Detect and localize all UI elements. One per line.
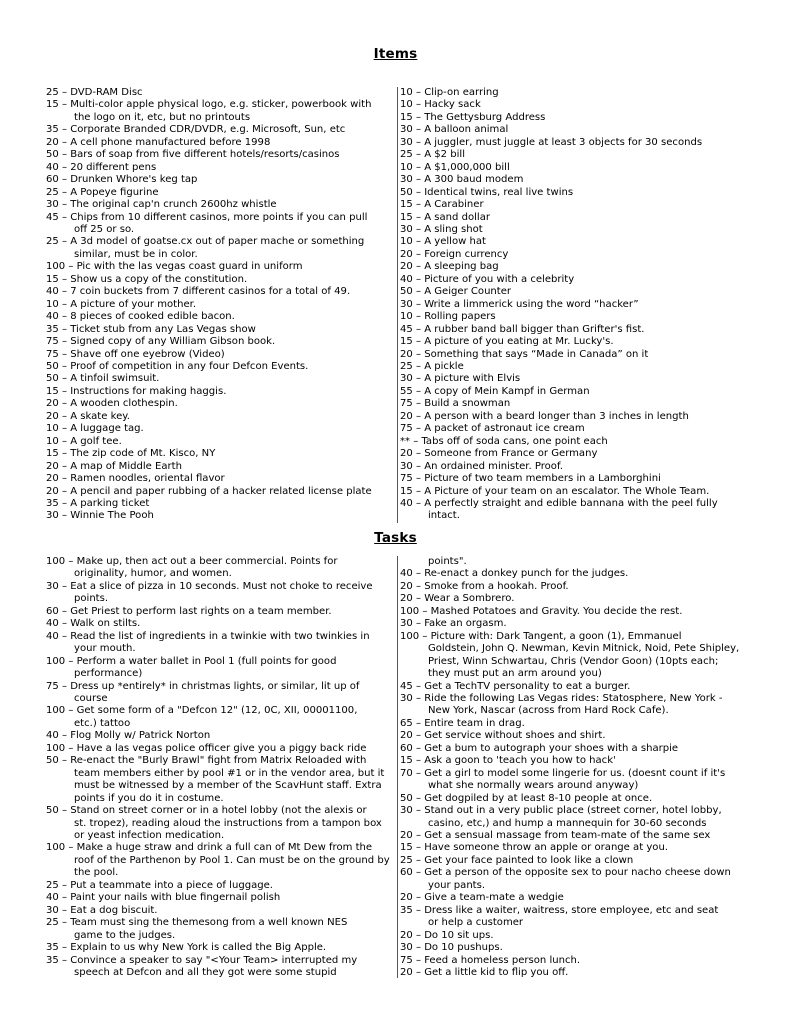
list-item [46,274,392,286]
list-item-text: 30 – Write a limmerick using the word “hacker” [400,298,639,310]
list-item [398,336,743,348]
list-item-text: 30 – The original cap'n crunch 2600hz whistle [46,199,277,211]
list-item-text: 50 – Get dogpiled by at least 8-10 people at once. [400,792,653,804]
list-item [398,793,743,805]
list-item-text: 40 – Re-enact a donkey punch for the judges. [400,568,629,580]
list-item [398,556,743,568]
list-item-text: 55 – A copy of Mein Kampf in German [400,385,590,397]
list-item [46,137,392,149]
list-item-text: 30 – An ordained minister. Proof. [400,460,563,472]
list-item [46,286,392,298]
list-item-text: 25 – Get your face painted to look like a clown [400,854,634,866]
list-item [46,336,392,348]
list-item-text: 20 – A pencil and paper rubbing of a hacker related license plate [46,485,372,497]
list-item-text: 30 – A picture with Elvis [400,373,521,385]
list-item [398,274,743,286]
list-item [398,448,743,460]
list-item-text: 75 – Build a snowman [400,398,511,410]
list-item-text: 35 – Explain to us why New York is called the Big Apple. [46,942,327,954]
list-item [398,486,743,498]
list-item [398,174,743,186]
list-item-continuation: performance) [74,668,143,680]
list-item-text: 100 – Get some form of a "Defcon 12" (12, 0C, XII, 00001100, [46,705,358,717]
list-item-text: 25 – Team must sing the themesong from a well known NES [46,917,348,929]
list-item-text: 20 – Foreign currency [400,248,509,260]
list-item [46,212,392,237]
list-item [398,224,743,236]
list-item [46,162,392,174]
list-item [398,261,743,273]
list-item [398,718,743,730]
list-item [46,99,392,124]
list-item-text: 20 – Smoke from a hookah. Proof. [400,580,569,592]
list-item-text: 15 – Multi-color apple physical logo, e.g. sticker, powerbook with [46,99,372,111]
list-item [398,199,743,211]
list-item-continuation: st. tropez), reading aloud the instructions from a tampon box or yeast infection medication. [74,817,382,841]
list-item [398,842,743,854]
list-item [398,162,743,174]
list-item-continuation: the logo on it, etc, but no printouts [74,111,251,123]
list-item-continuation: intact. [428,510,460,522]
list-item [46,448,392,460]
list-item-text: 15 – A sand dollar [400,211,490,223]
list-item-text: 30 – Stand out in a very public place (street corner, hotel lobby, [400,805,722,817]
list-item-text: 75 – Signed copy of any William Gibson book. [46,336,276,348]
list-item [46,618,392,630]
list-item [46,386,392,398]
list-item-text: 70 – Get a girl to model some lingerie for us. (doesnt count if it's [400,767,726,779]
list-item-text: 45 – Chips from 10 different casinos, more points if you can pull [46,211,368,223]
list-item-continuation: New York, Nascar (across from Hard Rock Cafe). [428,705,669,717]
list-item [46,349,392,361]
list-item [398,606,743,618]
list-item-continuation: roof of the Parthenon by Pool 1. Can must be on the ground by the pool. [74,854,390,879]
list-item-text: 50 – A tinfoil swimsuit. [46,373,160,385]
list-item-text: 100 – Perform a water ballet in Pool 1 (full points for good [46,655,337,667]
list-item-text: 30 – A sling shot [400,223,483,235]
list-item-text: 30 – Winnie The Pooh [46,510,154,522]
list-item-text: 15 – A Picture of your team on an escalator. The Whole Team. [400,485,710,497]
list-item [46,656,392,681]
list-item-text: 35 – Ticket stub from any Las Vegas show [46,323,256,335]
list-item-text: 50 – Identical twins, real live twins [400,186,574,198]
list-item [398,411,743,423]
list-item [46,892,392,904]
list-item [398,581,743,593]
list-item [46,87,392,99]
list-item [398,930,743,942]
list-item-continuation: your mouth. [74,643,136,655]
list-item-text: 20 – A map of Middle Earth [46,460,182,472]
list-item-text: 40 – Flog Molly w/ Patrick Norton [46,730,211,742]
list-item-text: 10 – A luggage tag. [46,423,144,435]
list-item-text: 25 – A pickle [400,360,464,372]
list-item [398,423,743,435]
list-item-text: 20 – Get a sensual massage from team-mate of the same sex [400,829,711,841]
list-item [46,556,392,581]
list-item [398,398,743,410]
list-item-text: 75 – Shave off one eyebrow (Video) [46,348,225,360]
list-item [398,149,743,161]
list-item-text: 20 – Someone from France or Germany [400,448,598,460]
items-heading: Items [373,46,418,62]
list-item [46,423,392,435]
list-item [398,967,743,979]
list-item [398,830,743,842]
list-item [398,768,743,793]
list-item-text: 100 – Make a huge straw and drink a full can of Mt Dew from the [46,842,373,854]
list-item-text: 35 – Dress like a waiter, waitress, store employee, etc and seat [400,904,719,916]
list-item [46,681,392,706]
list-item-text: 20 – Get service without shoes and shirt. [400,730,606,742]
list-item-text: 30 – A juggler, must juggle at least 3 objects for 30 seconds [400,136,703,148]
list-item-text: 60 – Get a person of the opposite sex to pour nacho cheese down [400,867,731,879]
list-item-text: 100 – Have a las vegas police officer give you a piggy back ride [46,742,367,754]
list-item [398,124,743,136]
list-item [398,618,743,630]
list-item-text: 45 – A rubber band ball bigger than Grifter's fist. [400,323,645,335]
list-item-text: 30 – Eat a dog biscuit. [46,904,158,916]
list-item [398,730,743,742]
list-item [46,805,392,842]
list-item-text: 10 – Rolling papers [400,311,496,323]
list-item-text: 20 – Ramen noodles, oriental flavor [46,473,225,485]
list-item-continuation: similar, must be in color. [74,248,198,260]
list-item [398,349,743,361]
list-item-text: 20 – Wear a Sombrero. [400,593,515,605]
list-item-text: 15 – The zip code of Mt. Kisco, NY [46,448,216,460]
list-item-text: 50 – Re-enact the "Burly Brawl" fight from Matrix Reloaded with [46,755,367,767]
list-item-text: 50 – A Geiger Counter [400,286,512,298]
list-item-text: 60 – Get a bum to autograph your shoes with a sharpie [400,742,679,754]
list-item [398,311,743,323]
list-item-text: 20 – Do 10 sit ups. [400,929,494,941]
list-item-text: 40 – 7 coin buckets from 7 different casinos for a total of 49. [46,286,351,298]
list-item [46,324,392,336]
list-item [46,942,392,954]
list-item [398,755,743,767]
list-item-continuation: speech at Defcon and all they got were some stupid [74,966,337,978]
list-item-continuation: course [74,692,108,704]
list-item-text: 75 – Dress up *entirely* in christmas lights, or similar, lit up of [46,680,360,692]
list-item-text: 15 – Ask a goon to 'teach you how to hack' [400,755,616,767]
list-item-continuation: game to the judges. [74,929,176,941]
list-item [398,892,743,904]
list-item-text: 15 – Have someone throw an apple or orange at you. [400,842,669,854]
list-item [46,299,392,311]
list-item [398,473,743,485]
list-item-text: 35 – Corporate Branded CDR/DVDR, e.g. Microsoft, Sun, etc [46,124,346,136]
list-item-text: 15 – A Carabiner [400,199,484,211]
list-item [398,905,743,930]
list-item-text: 40 – 20 different pens [46,161,157,173]
list-item-text: 60 – Drunken Whore's keg tap [46,174,198,186]
list-item-text: 25 – A Popeye figurine [46,186,159,198]
list-item-text: 50 – Stand on street corner or in a hotel lobby (not the alexis or [46,805,367,817]
list-item [46,473,392,485]
list-item [398,942,743,954]
list-item [398,631,743,681]
list-item-text: 75 – Picture of two team members in a Lamborghini [400,473,661,485]
list-item [398,112,743,124]
list-item-text: 35 – Convince a speaker to say "<Your Team> interrupted my [46,954,358,966]
list-item [398,236,743,248]
list-item [398,324,743,336]
list-item [398,805,743,830]
list-item [46,311,392,323]
list-item-text: 45 – Get a TechTV personality to eat a burger. [400,680,631,692]
items-list-right [397,87,743,523]
list-item-continuation: casino, etc,) and hump a mannequin for 30-60 seconds [428,817,707,829]
list-item [46,461,392,473]
list-item [46,199,392,211]
list-item-text: 40 – A perfectly straight and edible bannana with the peel fully [400,497,718,509]
list-item-text: 30 – Do 10 pushups. [400,942,503,954]
list-item [46,743,392,755]
list-item [398,137,743,149]
list-item-text: 20 – Something that says “Made in Canada” on it [400,348,649,360]
list-item [46,581,392,606]
list-item [398,187,743,199]
tasks-list-right [397,556,743,978]
list-item-text: 30 – Fake an orgasm. [400,618,507,630]
list-item-continuation: team members either by pool #1 or in the vendor area, but it must be witnessed by a member of the ScavHunt staff. Extra points if you do it in costume. [74,767,385,804]
list-item [398,99,743,111]
list-item [46,606,392,618]
list-item [398,498,743,523]
list-item-continuation: points. [74,593,109,605]
list-item-text: 20 – A sleeping bag [400,261,499,273]
list-item [46,411,392,423]
list-item-continuation: originality, humor, and women. [74,568,232,580]
list-item-text: 50 – Bars of soap from five different hotels/resorts/casinos [46,149,340,161]
list-item [398,386,743,398]
list-item [46,498,392,510]
list-item [46,631,392,656]
list-item [46,905,392,917]
list-item-text: 100 – Picture with: Dark Tangent, a goon (1), Emmanuel [400,630,682,642]
list-item-text: 75 – Feed a homeless person lunch. [400,954,581,966]
list-item-text: 10 – Hacky sack [400,99,481,111]
list-item-continuation: Goldstein, John Q. Newman, Kevin Mitnick, Noid, Pete Shipley, Priest, Winn Schwartau, Chris (Vendor Goon) (10pts each; they must put an arm around you) [428,643,740,680]
list-item [46,510,392,522]
list-item-text: 15 – The Gettysburg Address [400,111,546,123]
list-item [46,174,392,186]
list-item [46,361,392,373]
list-item [398,593,743,605]
list-item [398,855,743,867]
list-item [46,261,392,273]
list-item [46,917,392,942]
list-item-continuation: your pants. [428,879,486,891]
list-item-continuation: etc.) tattoo [74,717,131,729]
list-item [46,436,392,448]
list-item-text: 20 – A wooden clothespin. [46,398,178,410]
list-item-text: 100 – Mashed Potatoes and Gravity. You decide the rest. [400,605,683,617]
list-item [398,436,743,448]
list-item-text: 20 – Give a team-mate a wedgie [400,892,564,904]
list-item [46,705,392,730]
list-item-text: 40 – 8 pieces of cooked edible bacon. [46,311,235,323]
list-item-text: 65 – Entire team in drag. [400,717,525,729]
list-item-text: 20 – A skate key. [46,410,130,422]
list-item-text: 25 – Put a teammate into a piece of luggage. [46,879,273,891]
list-item [46,755,392,805]
list-item-text: 30 – Eat a slice of pizza in 10 seconds. Must not choke to receive [46,580,373,592]
list-item-text: 30 – Ride the following Las Vegas rides: Statosphere, New York - [400,692,723,704]
list-item [398,212,743,224]
list-item-text: 15 – A picture of you eating at Mr. Lucky's. [400,336,614,348]
list-item-text: 10 – A $1,000,000 bill [400,161,510,173]
list-item [398,461,743,473]
list-item [46,842,392,879]
list-item-text: 60 – Get Priest to perform last rights on a team member. [46,605,332,617]
list-item [398,299,743,311]
list-item-text: 15 – Show us a copy of the constitution. [46,273,248,285]
list-item-text: 40 – Paint your nails with blue fingernail polish [46,892,281,904]
list-item-text: 40 – Read the list of ingredients in a twinkie with two twinkies in [46,630,370,642]
list-item [46,880,392,892]
list-item [398,681,743,693]
list-item [46,187,392,199]
list-item-text: 10 – A picture of your mother. [46,298,197,310]
list-item-text: 15 – Instructions for making haggis. [46,385,227,397]
list-item-text: 20 – A cell phone manufactured before 1998 [46,136,271,148]
list-item-text: 30 – A balloon animal [400,124,509,136]
list-item-continuation: what she normally wears around anyway) [428,780,639,792]
list-item-text: 10 – Clip-on earring [400,87,499,98]
list-item [398,361,743,373]
list-item-text: 30 – A 300 baud modem [400,174,524,186]
list-item [398,249,743,261]
list-item [46,373,392,385]
list-item [398,373,743,385]
list-item-text: 40 – Picture of you with a celebrity [400,273,575,285]
tasks-list-left [46,556,392,979]
list-item [46,149,392,161]
list-item-text: 35 – A parking ticket [46,497,150,509]
list-item [398,867,743,892]
list-item-text: 75 – A packet of astronaut ice cream [400,423,585,435]
list-item [398,955,743,967]
items-list-left [46,87,392,523]
list-item [46,730,392,742]
list-item [398,286,743,298]
list-item-continuation: off 25 or so. [74,223,135,235]
list-item [46,955,392,980]
list-item-text: 25 – DVD-RAM Disc [46,87,143,98]
list-item-text: ** – Tabs off of soda cans, one point each [400,435,608,447]
list-item-text: 25 – A 3d model of goatse.cx out of paper mache or something [46,236,365,248]
list-item [46,236,392,261]
list-item [398,568,743,580]
list-item-text: 20 – Get a little kid to flip you off. [400,966,569,978]
list-item [46,124,392,136]
list-item [398,743,743,755]
list-item-text: 50 – Proof of competition in any four Defcon Events. [46,360,309,372]
list-item-text: 25 – A $2 bill [400,149,465,161]
list-item-continuation: points". [428,556,467,567]
tasks-heading: Tasks [374,530,417,546]
list-item [46,486,392,498]
list-item-text: 100 – Make up, then act out a beer commercial. Points for [46,556,338,567]
list-item [398,693,743,718]
list-item-continuation: or help a customer [428,917,524,929]
list-item-text: 10 – A yellow hat [400,236,486,248]
list-item-text: 40 – Walk on stilts. [46,618,141,630]
list-item-text: 20 – A person with a beard longer than 3 inches in length [400,410,689,422]
list-item [398,87,743,99]
list-item [46,398,392,410]
list-item-text: 100 – Pic with the las vegas coast guard in uniform [46,261,303,273]
list-item-text: 10 – A golf tee. [46,435,122,447]
